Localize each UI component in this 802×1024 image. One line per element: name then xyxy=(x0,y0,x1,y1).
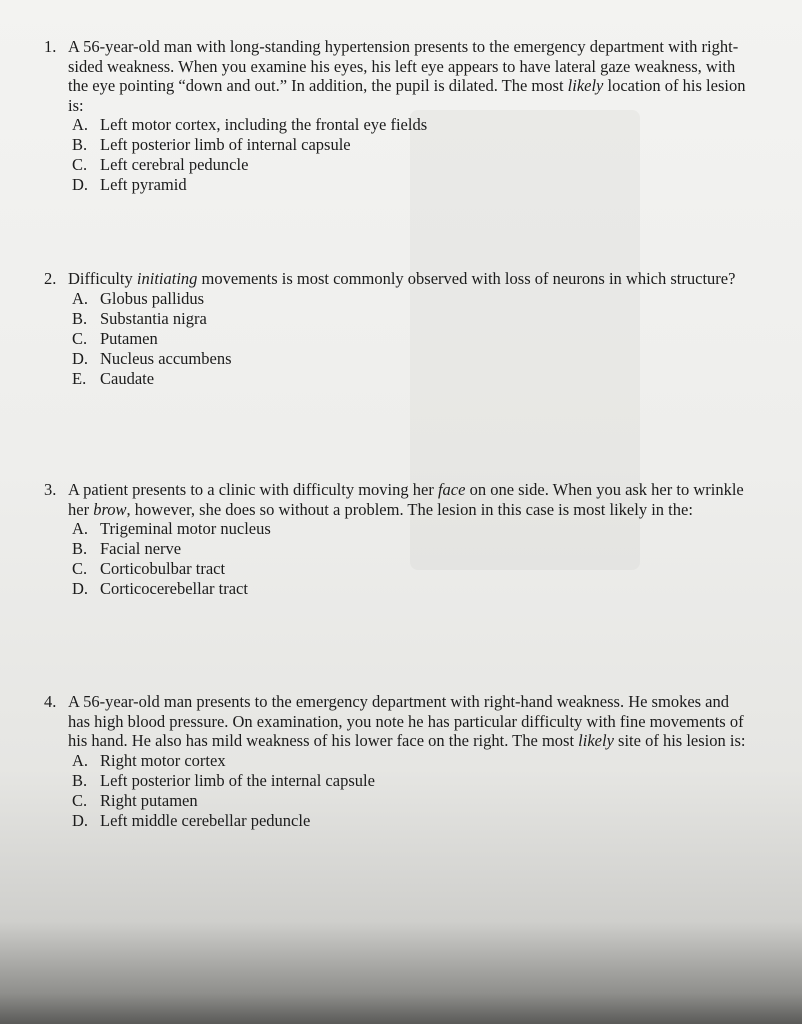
answer-option-d[interactable] xyxy=(72,175,754,195)
option-text: Globus pallidus xyxy=(100,288,205,308)
option-text: Left posterior limb of the internal capsule xyxy=(100,770,375,790)
stem-text: Difficulty xyxy=(68,269,137,288)
question-3 xyxy=(44,480,754,599)
answer-options xyxy=(68,519,754,599)
option-text: Trigeminal motor nucleus xyxy=(100,519,271,538)
answer-option-c[interactable] xyxy=(72,329,754,349)
answer-option-b[interactable] xyxy=(72,135,754,155)
option-text: Left middle cerebellar peduncle xyxy=(100,810,311,830)
answer-option-c[interactable] xyxy=(72,155,754,175)
option-text: Left posterior limb of internal capsule xyxy=(100,135,351,154)
option-text: Facial nerve xyxy=(100,539,182,558)
stem-emphasis: likely xyxy=(578,731,614,750)
option-letter: A. xyxy=(72,750,89,770)
stem-emphasis: likely xyxy=(567,76,604,95)
option-letter: C. xyxy=(72,559,88,578)
stem-text: A patient presents to a clinic with difficulty moving her xyxy=(68,480,438,499)
answer-options xyxy=(68,289,754,389)
answer-option-d[interactable] xyxy=(72,811,754,831)
option-text: Corticocerebellar tract xyxy=(100,579,248,598)
option-letter: C. xyxy=(72,790,88,810)
question-number: 1. xyxy=(44,37,57,56)
option-letter: B. xyxy=(72,135,88,154)
option-text: Right putamen xyxy=(100,790,198,810)
option-text: Substantia nigra xyxy=(100,308,207,328)
question-stem xyxy=(68,37,754,115)
option-letter: D. xyxy=(72,175,89,194)
answer-option-b[interactable] xyxy=(72,539,754,559)
answer-option-c[interactable] xyxy=(72,559,754,579)
option-text: Caudate xyxy=(100,368,155,388)
option-letter: A. xyxy=(72,288,89,308)
option-letter: B. xyxy=(72,539,88,558)
answer-options xyxy=(68,115,754,195)
answer-options xyxy=(68,751,754,831)
option-letter: E. xyxy=(72,368,87,388)
option-letter: D. xyxy=(72,579,89,598)
answer-option-a[interactable] xyxy=(72,519,754,539)
question-stem xyxy=(68,692,754,751)
question-number: 4. xyxy=(44,692,57,711)
question-4 xyxy=(44,692,754,831)
answer-option-d[interactable] xyxy=(72,579,754,599)
option-text: Nucleus accumbens xyxy=(100,348,232,368)
option-letter: A. xyxy=(72,115,89,134)
question-2 xyxy=(44,269,754,389)
question-1 xyxy=(44,37,754,195)
answer-option-e[interactable] xyxy=(72,369,754,389)
stem-text: site of his lesion is: xyxy=(613,731,746,750)
option-text: Left pyramid xyxy=(100,175,187,194)
stem-emphasis: face xyxy=(437,480,466,499)
option-letter: B. xyxy=(72,770,88,790)
question-stem xyxy=(68,269,754,289)
option-letter: A. xyxy=(72,519,89,538)
option-text: Left cerebral peduncle xyxy=(100,155,249,174)
stem-emphasis: initiating xyxy=(136,269,198,288)
option-text: Left motor cortex, including the frontal eye fields xyxy=(100,115,428,134)
stem-text: A 56-year-old man presents to the emergency department with right-hand weakness. He smokes and has high blood pressure. On examination, you note he has particular difficulty with fine movements of his hand. He also has mild weakness of his lower face on the right. The most xyxy=(68,692,744,750)
option-letter: D. xyxy=(72,810,89,830)
option-letter: C. xyxy=(72,155,88,174)
option-text: Corticobulbar tract xyxy=(100,559,226,578)
answer-option-b[interactable] xyxy=(72,309,754,329)
stem-text: , however, she does so without a problem. The lesion in this case is most likely in the: xyxy=(126,499,693,519)
stem-text: movements is most commonly observed with loss of neurons in which structure? xyxy=(197,269,736,288)
stem-text: A 56-year-old man with long-standing hypertension presents to the emergency department with right-sided weakness. When you examine his eyes, his left eye appears to have lateral gaze weakness, with the eye pointing “down and out.” In addition, the pupil is dilated. The most xyxy=(68,37,739,95)
answer-option-a[interactable] xyxy=(72,115,754,135)
answer-option-a[interactable] xyxy=(72,751,754,771)
stem-emphasis: brow xyxy=(93,499,127,519)
option-letter: B. xyxy=(72,308,88,328)
question-number: 3. xyxy=(44,480,57,499)
answer-option-b[interactable] xyxy=(72,771,754,791)
option-text: Putamen xyxy=(100,328,158,348)
option-letter: C. xyxy=(72,328,88,348)
stem-text: location of his lesion is: xyxy=(68,76,746,115)
option-text: Right motor cortex xyxy=(100,750,226,770)
answer-option-c[interactable] xyxy=(72,791,754,811)
answer-option-a[interactable] xyxy=(72,289,754,309)
stem-text: on one side. When you ask her to wrinkle her xyxy=(68,480,744,519)
question-stem xyxy=(68,480,754,519)
answer-option-d[interactable] xyxy=(72,349,754,369)
option-letter: D. xyxy=(72,348,89,368)
question-number: 2. xyxy=(44,269,57,288)
